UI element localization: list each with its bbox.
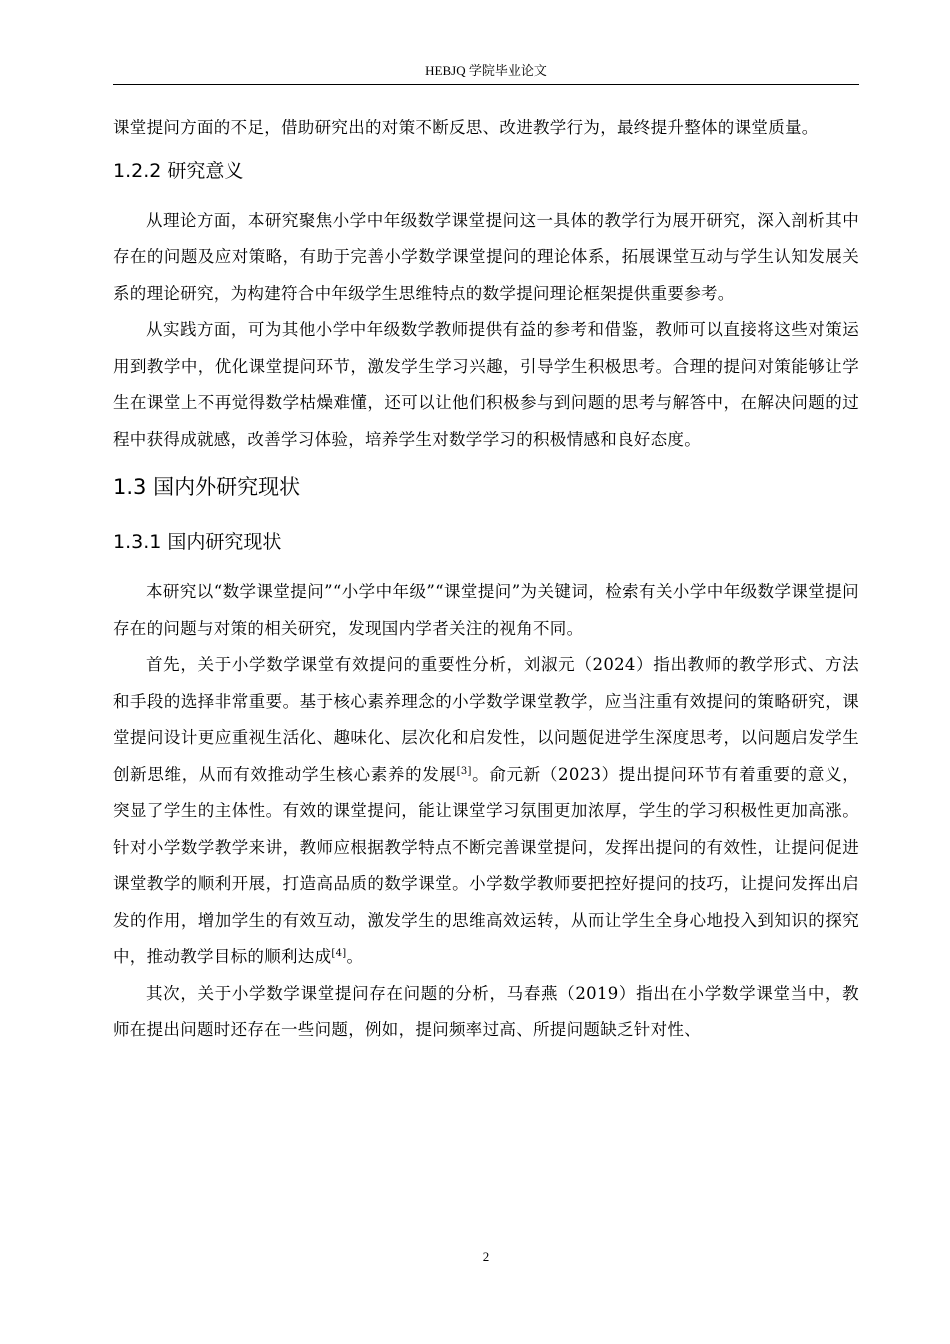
citation-ref-3: [3] [456, 765, 472, 777]
paragraph-importance [113, 647, 859, 976]
citation-ref-4: [4] [331, 948, 347, 959]
paragraph-importance-end: 。 [346, 947, 364, 966]
heading-1-3: 1.3 国内外研究现状 [113, 475, 301, 499]
running-header: HEBJQ 学院毕业论文 [425, 63, 547, 78]
paragraph-importance-part-2: 。俞元新（2023）提出提问环节有着重要的意义，突显了学生的主体性。有效的课堂提问，能让课堂学习氛围更加浓厚，学生的学习积极性更加高涨。针对小学数学教学来讲，教师应根据教学特点不断完善课堂提问，发挥出提问的有效性，让提问促进课堂教学的顺利开展，打造高品质的数学课堂。小学数学教师要把控好提问的技巧，让提问发挥出启发的作用，增加学生的有效互动，激发学生的思维高效运转，从而让学生全身心地投入到知识的探究中，推动教学目标的顺利达成 [113, 764, 859, 966]
paragraph-keywords: 本研究以“数学课堂提问”“小学中年级”“课堂提问”为关键词，检索有关小学中年级数学课堂提问存在的问题与对策的相关研究，发现国内学者关注的视角不同。 [113, 582, 859, 638]
paragraph-importance-part-1: 首先，关于小学数学课堂有效提问的重要性分析，刘淑元（2024）指出教师的教学形式、方法和手段的选择非常重要。基于核心素养理念的小学数学课堂教学，应当注重有效提问的策略研究，课堂提问设计更应重视生活化、趣味化、层次化和启发性，以问题促进学生深度思考，以问题启发学生创新思维，从而有效推动学生核心素养的发展 [113, 655, 859, 784]
page-number: 2 [482, 1249, 490, 1264]
paragraph-practice: 从实践方面，可为其他小学中年级数学教师提供有益的参考和借鉴，教师可以直接将这些对策运用到教学中，优化课堂提问环节，激发学生学习兴趣，引导学生积极思考。合理的提问对策能够让学生在课堂上不再觉得数学枯燥难懂，还可以让他们积极参与到问题的思考与解答中，在解决问题的过程中获得成就感，改善学习体验，培养学生对数学学习的积极情感和良好态度。 [113, 320, 859, 449]
heading-1-2-2: 1.2.2 研究意义 [113, 159, 244, 182]
paragraph-theory: 从理论方面，本研究聚焦小学中年级数学课堂提问这一具体的教学行为展开研究，深入剖析其中存在的问题及应对策略，有助于完善小学数学课堂提问的理论体系，拓展课堂互动与学生认知发展关系的理论研究，为构建符合中年级学生思维特点的数学提问理论框架提供重要参考。 [113, 210, 859, 303]
paragraph-continued: 课堂提问方面的不足，借助研究出的对策不断反思、改进教学行为，最终提升整体的课堂质量。 [113, 118, 819, 137]
header-divider [113, 84, 859, 85]
heading-1-3-1: 1.3.1 国内研究现状 [113, 531, 282, 553]
page-body [113, 110, 859, 1049]
paragraph-problems: 其次，关于小学数学课堂提问存在问题的分析，马春燕（2019）指出在小学数学课堂当中，教师在提出问题时还存在一些问题，例如，提问频率过高、所提问题缺乏针对性、 [113, 983, 859, 1039]
